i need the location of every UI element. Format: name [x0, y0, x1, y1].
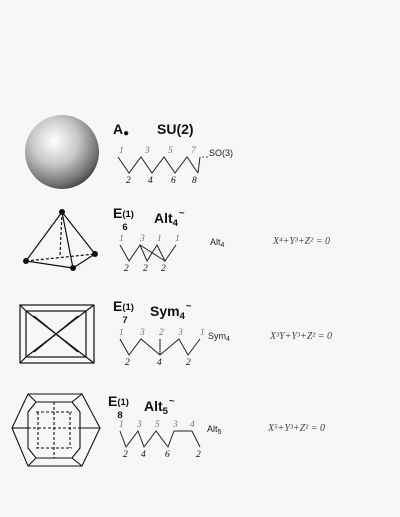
equation-e6: X⁴+Y³+Z² = 0 [273, 236, 330, 247]
symmetry-alt5: Alt$_5$~ [144, 396, 175, 417]
top-number: 1 [119, 328, 124, 338]
group-label-so3: SO(3) [209, 148, 234, 158]
top-number: 3 [140, 328, 145, 338]
bottom-number: 4 [148, 176, 153, 186]
sphere-figure [22, 112, 102, 192]
bottom-number: 2 [143, 264, 148, 274]
cube-figure [16, 300, 98, 368]
top-number: 3 [140, 234, 145, 244]
bottom-number: 2 [186, 358, 191, 368]
top-number: 1 [200, 328, 205, 338]
top-number: 4 [190, 420, 195, 430]
zigzag-diagram-e8 [112, 414, 212, 464]
bottom-number: 2 [124, 264, 129, 274]
top-number: 3 [178, 328, 183, 338]
top-number: 3 [173, 420, 178, 430]
top-number: 1 [157, 234, 162, 244]
zigzag-diagram-a [112, 140, 252, 190]
top-number: 1 [175, 234, 180, 244]
group-name-e8: E (1) 8 [108, 393, 129, 421]
dodecahedron-figure [8, 388, 104, 472]
group-label-alt5: Alt$_5$ [207, 424, 222, 436]
zigzag-diagram-e7 [112, 322, 210, 372]
bottom-number: 2 [126, 176, 131, 186]
zigzag-line [198, 157, 200, 173]
bottom-number: 4 [141, 450, 146, 460]
tetrahedron-figure [20, 205, 100, 275]
top-number: 3 [145, 146, 150, 156]
bottom-number: 2 [196, 450, 201, 460]
bottom-number: 2 [161, 264, 166, 274]
sphere-shape [25, 115, 99, 189]
group-name-e6: E (1) 6 [113, 205, 134, 233]
zigzag-line [118, 157, 198, 173]
top-number: 1 [119, 234, 124, 244]
bottom-number: 6 [171, 176, 176, 186]
symmetry-alt4: Alt$_4$~ [154, 208, 185, 229]
group-name-e7: E (1) 7 [113, 298, 134, 326]
equation-e7: X³Y+Y³+Z² = 0 [270, 331, 333, 342]
symmetry-sym4: Sym$_4$~ [150, 301, 192, 322]
top-number: 5 [168, 146, 173, 156]
symmetry-su2: SU(2) [157, 121, 194, 137]
group-label-alt4: Alt$_4$ [210, 237, 225, 249]
group-label-sym4: Sym$_4$ [208, 331, 230, 343]
bottom-number: 8 [192, 176, 197, 186]
bottom-number: 4 [157, 358, 162, 368]
zigzag-diagram-e6 [112, 228, 207, 278]
bottom-number: 2 [125, 358, 130, 368]
top-number: 1 [119, 420, 124, 430]
equation-e8: X⁵+Y³+Z² = 0 [268, 423, 325, 434]
bottom-number: 6 [165, 450, 170, 460]
top-number: 7 [191, 146, 196, 156]
group-name-a: A● [113, 121, 130, 139]
top-number: 1 [119, 146, 124, 156]
top-number: 3 [137, 420, 142, 430]
top-number: 5 [155, 420, 160, 430]
top-number: 2 [159, 328, 164, 338]
bottom-number: 2 [123, 450, 128, 460]
